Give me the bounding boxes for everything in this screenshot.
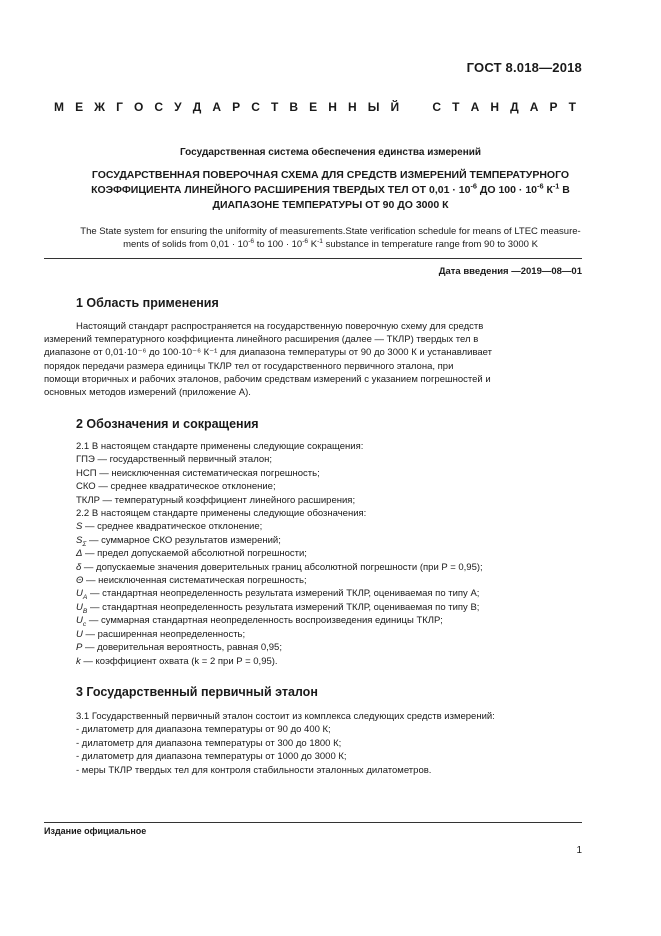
section-1-body — [44, 320, 582, 399]
symbol-subscript: c — [82, 621, 87, 629]
section-1-title: 1 Область применения — [76, 296, 219, 310]
divider — [44, 258, 582, 259]
symbol-definition — [76, 655, 582, 668]
heading-letter: Е — [309, 100, 318, 114]
english-title-line-1: The State system for ensuring the uniformity of measurements.State verification schedule for means of LTEC measure- — [80, 226, 581, 237]
symbol-description: — допускаемые значения доверительных границ абсолютной погрешности (при P = 0,95); — [81, 561, 483, 573]
s1-line: измерений температурного коэффициента линейного расширения (далее — ТКЛР) твердых тел в — [44, 334, 479, 346]
symbol-definition — [76, 547, 582, 560]
symbol-description: — предел допускаемой абсолютной погрешности; — [82, 548, 307, 560]
s1-line: помощи вторичных и рабочих эталонов, рабочим средствам измерений с указанием погрешностей и — [44, 373, 491, 385]
english-title-line-2: ments of solids from $0,01 \cdot 10^{-6}$ to $100 \cdot 10^{-6}$ $K^{-1}$ substance in temperature range from 90 to 3000 K — [123, 237, 538, 250]
s3-line: - дилатометр для диапазона температуры от 300 до 1800 К; — [76, 737, 342, 749]
section-2-title: 2 Обозначения и сокращения — [76, 417, 259, 431]
symbol-description: — коэффициент охвата (k = 2 при P = 0,95). — [80, 655, 278, 667]
s1-line: основных методов измерений (приложение А). — [44, 387, 251, 399]
system-title: Государственная система обеспечения единства измерений — [179, 147, 482, 158]
heading-letter: Н — [328, 100, 337, 114]
heading-letter: А — [470, 100, 480, 114]
s3-line: - дилатометр для диапазона температуры от 1000 до 3000 К; — [76, 751, 347, 763]
symbol-definition — [76, 520, 582, 533]
symbol-definition — [76, 614, 582, 627]
symbol-definition — [76, 641, 582, 654]
heading-letter: С — [154, 100, 164, 114]
heading-letter: В — [289, 100, 299, 114]
symbol-subscript: B — [82, 607, 88, 615]
symbol-definition — [76, 574, 582, 587]
standard-code: ГОСТ 8.018—2018 — [466, 60, 582, 75]
heading-letter: Й — [390, 100, 400, 114]
official-edition-label: Издание официальное — [44, 826, 147, 836]
symbol: P — [76, 642, 83, 654]
heading-letter: О — [134, 100, 144, 114]
footer-divider — [44, 822, 582, 823]
heading-letter: Д — [192, 100, 202, 114]
heading-letter: У — [174, 100, 182, 114]
heading-letter: Г — [116, 100, 123, 114]
symbol-definition — [76, 561, 582, 574]
title-line-1: ГОСУДАРСТВЕННАЯ ПОВЕРОЧНАЯ СХЕМА ДЛЯ СРЕДСТВ ИЗМЕРЕНИЙ ТЕМПЕРАТУРНОГО — [91, 169, 570, 181]
document-title — [40, 168, 621, 213]
symbol-description: — суммарная стандартная неопределенность воспроизведения единицы ТКЛР; — [86, 615, 443, 627]
symbol: δ — [76, 561, 82, 573]
s2-line: НСП — неисключенная систематическая погрешность; — [76, 467, 320, 479]
symbol-definition — [76, 601, 582, 614]
symbol: S — [76, 534, 83, 546]
symbol-subscript: Σ — [82, 540, 87, 548]
heading-letter: Н — [347, 100, 357, 114]
s1-line: диапазоне от 0,01·10⁻⁶ до 100·10⁻⁶ К⁻¹ для диапазона температуры от 90 до 3000 К и устанавливает — [44, 347, 492, 359]
heading-letter: С — [432, 100, 442, 114]
s2-line: ГПЭ — государственный первичный эталон; — [76, 454, 273, 466]
english-title — [40, 225, 621, 251]
heading-letter: А — [212, 100, 222, 114]
s3-line: 3.1 Государственный первичный эталон состоит из комплекса следующих средств измерений: — [76, 711, 495, 722]
symbol: U — [76, 588, 83, 600]
section-3-title: 3 Государственный первичный эталон — [76, 685, 318, 699]
symbol-description: — расширенная неопределенность; — [82, 628, 246, 640]
symbol-description: — стандартная неопределенность результата измерений ТКЛР, оцениваемая по типу B; — [87, 601, 480, 613]
s3-line: - дилатометр для диапазона температуры от 90 до 400 К; — [76, 724, 331, 736]
symbol-description: — суммарное СКО результатов измерений; — [86, 534, 281, 546]
heading-letter: А — [529, 100, 539, 114]
heading-letter: Ж — [94, 100, 106, 114]
symbol: S — [76, 521, 83, 533]
symbol-description: — доверительная вероятность, равная 0,95; — [82, 642, 282, 654]
symbol-definition — [76, 628, 582, 641]
heading-letter: Р — [549, 100, 558, 114]
section-2-body — [76, 440, 582, 668]
heading-letter: Ы — [367, 100, 380, 114]
heading-letter: С — [251, 100, 260, 114]
symbol-description: — стандартная неопределенность результата измерений ТКЛР, оцениваемая по типу A; — [87, 588, 480, 600]
section-3-body — [76, 710, 582, 777]
title-line-2: КОЭФФИЦИЕНТА ЛИНЕЙНОГО РАСШИРЕНИЯ ТВЕРДЫХ ТЕЛ ОТ $0,01 \cdot 10^{-6}$ ДО $100 \cdot 10^{-6}$ $К^{-1}$ В — [91, 181, 570, 196]
s2-line: 2.1 В настоящем стандарте применены следующие сокращения: — [76, 441, 364, 452]
heading-letter: Т — [452, 100, 460, 114]
heading-letter: Т — [270, 100, 279, 114]
symbol: Δ — [76, 548, 83, 560]
heading-letter: Д — [510, 100, 519, 114]
symbol: U — [76, 615, 83, 627]
symbols-list — [76, 520, 582, 667]
symbol-definition — [76, 587, 582, 600]
s1-line: порядок передачи размера единицы ТКЛР тел от государственного первичного эталона, при — [44, 360, 454, 372]
heading-letter: М — [54, 100, 64, 114]
s2-line: СКО — среднее квадратическое отклонение; — [76, 481, 276, 493]
s2-line: ТКЛР — температурный коэффициент линейного расширения; — [76, 494, 356, 506]
interstate-standard-heading — [54, 100, 576, 114]
title-line-3: ДИАПАЗОНЕ ТЕМПЕРАТУРЫ ОТ 90 ДО 3000 К — [212, 199, 449, 211]
s1-line: Настоящий стандарт распространяется на государственную поверочную схему для средств — [76, 321, 484, 332]
symbol: k — [76, 655, 81, 667]
symbol: U — [76, 601, 83, 613]
heading-letter: Т — [568, 100, 576, 114]
heading-letter: Н — [490, 100, 499, 114]
effective-date: Дата введения —2019—08—01 — [438, 266, 582, 277]
heading-letter: Е — [75, 100, 84, 114]
symbol: Θ — [76, 575, 84, 587]
symbol-description: — неисключенная систематическая погрешность; — [83, 575, 307, 587]
page-number: 1 — [576, 845, 582, 856]
symbol-definition — [76, 534, 582, 547]
s2-line: 2.2 В настоящем стандарте применены следующие обозначения: — [76, 508, 367, 520]
symbol-subscript: A — [82, 594, 88, 602]
symbol-description: — среднее квадратическое отклонение; — [82, 521, 263, 533]
heading-letter: Р — [232, 100, 241, 114]
symbol: U — [76, 628, 83, 640]
s3-line: - меры ТКЛР твердых тел для контроля стабильности эталонных дилатометров. — [76, 764, 432, 776]
